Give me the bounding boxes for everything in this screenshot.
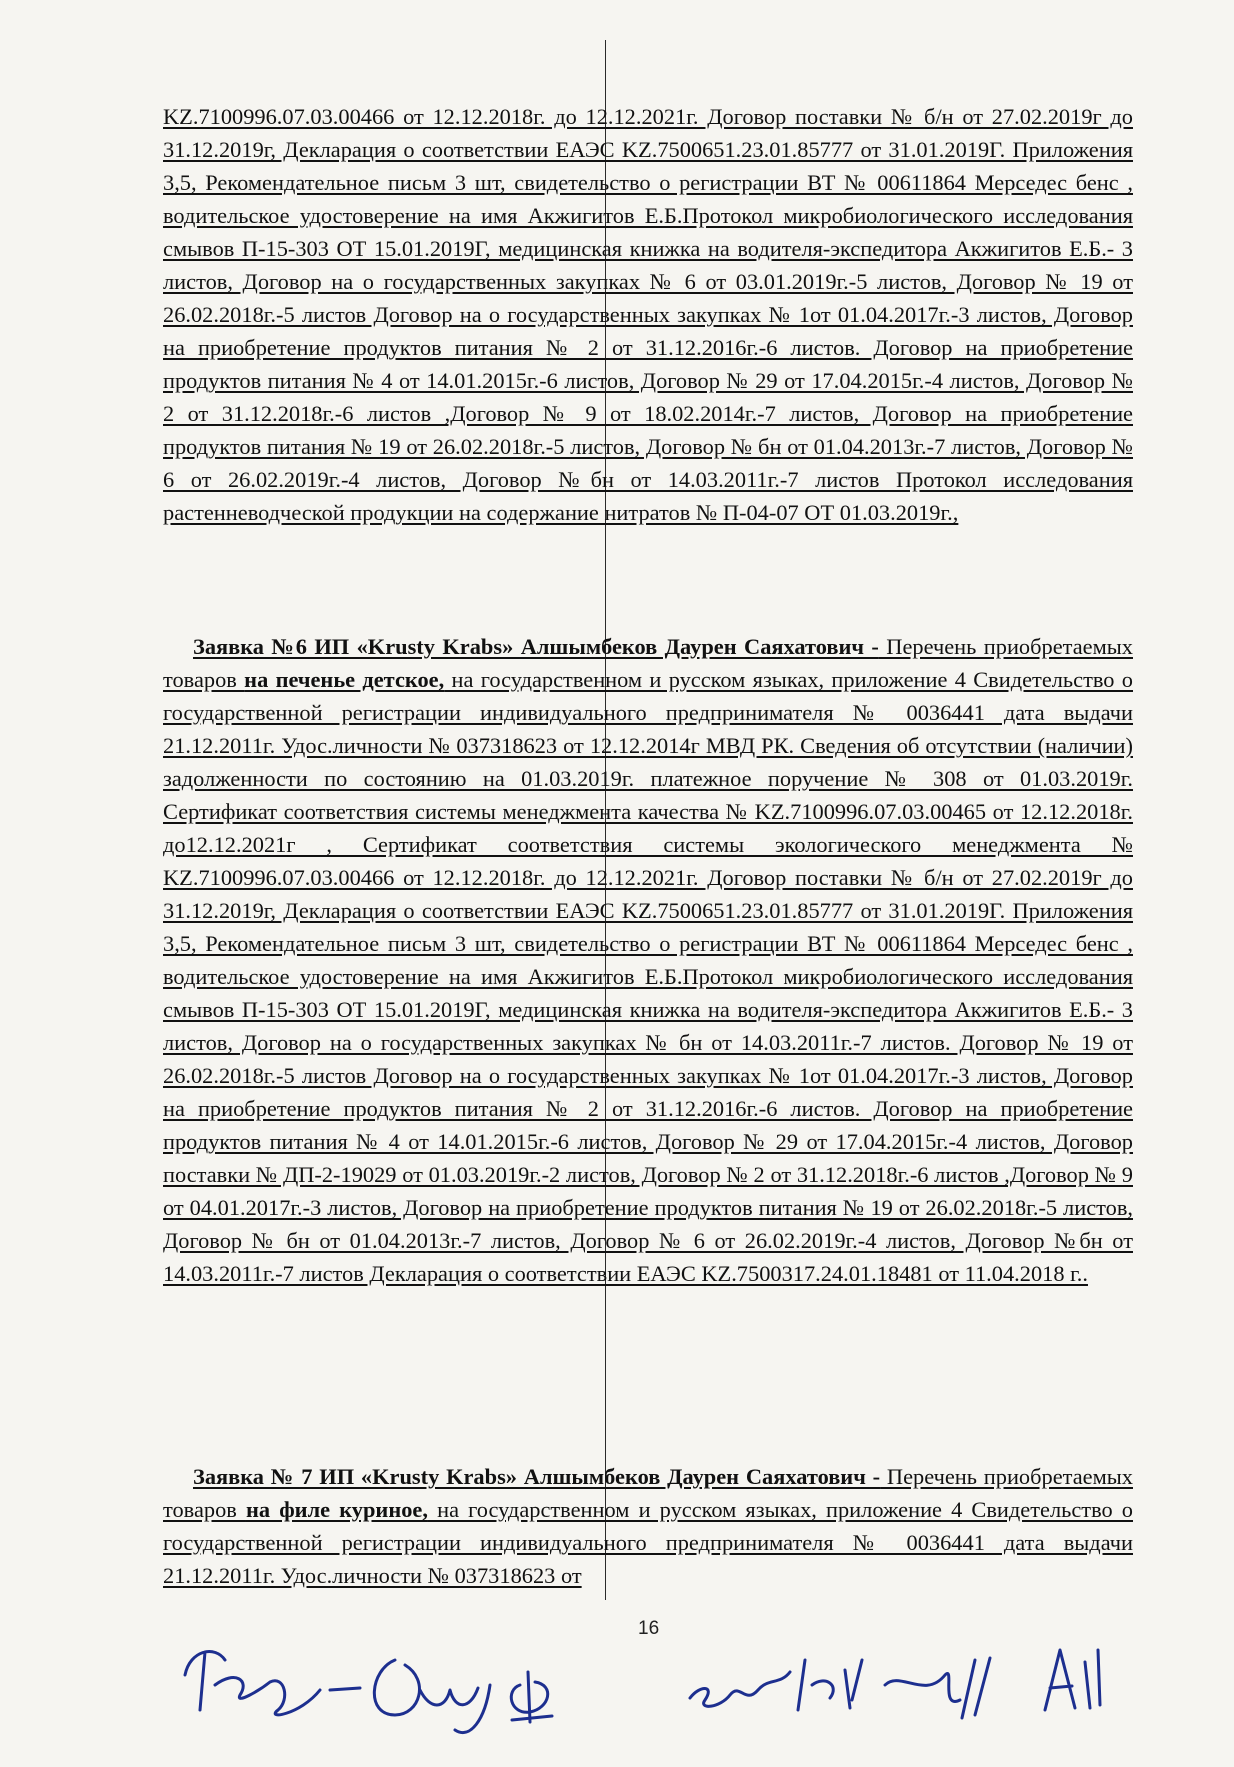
application-6-product: на печенье детское, xyxy=(244,667,445,692)
application-7 xyxy=(163,1460,1133,1592)
application-6-text: на государственном и русском языках, приложение 4 Свидетельство о государственной регистрации индивидуального предпринимателя № 0036441 дата выдачи 21.12.2011г. Удос.личности № 037318623 от 12.12.2014г МВД РК. Сведения об отсутствии (наличии) задолженности по состоянию на 01.03.2019г. платежное поручение № 308 от 01.03.2019г. Сертификат соответствия системы менеджмента качества № KZ.7100996.07.03.00465 от 12.12.2018г. до12.12.2021г , Сертификат соответствия системы экологического менеджмента № KZ.7100996.07.03.00466 от 12.12.2018г. до 12.12.2021г. Договор поставки № б/н от 27.02.2019г до 31.12.2019г, Декларация о соответствии ЕАЭС KZ.7500651.23.01.85777 от 31.01.2019Г. Приложения 3,5, Рекомендательное письм 3 шт, свидетельство о регистрации ВТ № 00611864 Мерседес бенс , водительское удостоверение на имя Акжигитов Е.Б.Протокол микробиологического исследования смывов П-15-303 ОТ 15.01.2019Г, медицинская книжка на водителя-экспедитора Акжигитов Е.Б.- 3 листов, Договор на о государственных закупках № бн от 14.03.2011г.-7 листов. Договор № 19 от 26.02.2018г.-5 листов Договор на о государственных закупках № 1от 01.04.2017г.-3 листов, Договор на приобретение продуктов питания № 2 от 31.12.2016г.-6 листов. Договор на приобретение продуктов питания № 4 от 14.01.2015г.-6 листов, Договор № 29 от 17.04.2015г.-4 листов, Договор поставки № ДП-2-19029 от 01.03.2019г.-2 листов, Договор № 2 от 31.12.2018г.-6 листов ,Договор № 9 от 04.01.2017г.-3 листов, Договор на приобретение продуктов питания № 19 от 26.02.2018г.-5 листов, Договор № бн от 01.04.2013г.-7 листов, Договор № 6 от 26.02.2019г.-4 листов, Договор №бн от 14.03.2011г.-7 листов Декларация о соответствии ЕАЭС KZ.7500317.24.01.18481 от 11.04.2018 г.. xyxy=(163,667,1133,1286)
application-6 xyxy=(163,630,1133,1290)
application-6-heading: Заявка №6 ИП «Krusty Krabs» Алшымбеков Даурен Саяхатович - xyxy=(193,634,879,659)
continuation-text: KZ.7100996.07.03.00466 от 12.12.2018г. до 12.12.2021г. Договор поставки № б/н от 27.02.2019г до 31.12.2019г, Декларация о соответствии ЕАЭС KZ.7500651.23.01.85777 от 31.01.2019Г. Приложения 3,5, Рекомендательное письм 3 шт, свидетельство о регистрации ВТ № 00611864 Мерседес бенс , водительское удостоверение на имя Акжигитов Е.Б.Протокол микробиологического исследования смывов П-15-303 ОТ 15.01.2019Г, медицинская книжка на водителя-экспедитора Акжигитов Е.Б.- 3 листов, Договор на о государственных закупках № 6 от 03.01.2019г.-5 листов, Договор № 19 от 26.02.2018г.-5 листов Договор на о государственных закупках № 1от 01.04.2017г.-3 листов, Договор на приобретение продуктов питания № 2 от 31.12.2016г.-6 листов. Договор на приобретение продуктов питания № 4 от 14.01.2015г.-6 листов, Договор № 29 от 17.04.2015г.-4 листов, Договор № 2 от 31.12.2018г.-6 листов ,Договор № 9 от 18.02.2014г.-7 листов, Договор на приобретение продуктов питания № 19 от 26.02.2018г.-5 листов, Договор № бн от 01.04.2013г.-7 листов, Договор № 6 от 26.02.2019г.-4 листов, Договор №бн от 14.03.2011г.-7 листов Протокол исследования растенневодческой продукции на содержание нитратов № П-04-07 ОТ 01.03.2019г., xyxy=(163,104,1133,525)
signatures xyxy=(0,1590,1234,1750)
application-7-product: на филе куриное, xyxy=(245,1497,428,1522)
application-7-paragraph xyxy=(163,1460,1133,1592)
application-7-intro: Перечень приобретаемых товаров xyxy=(163,1464,1133,1522)
application-7-text: на государственном и русском языках, приложение 4 Свидетельство о государственной регистрации индивидуального предпринимателя № 0036441 дата выдачи 21.12.2011г. Удос.личности № 037318623 от xyxy=(163,1497,1133,1588)
application-6-paragraph xyxy=(163,630,1133,1290)
page-number: 16 xyxy=(638,1618,660,1639)
continuation-block xyxy=(163,100,1133,529)
application-6-intro: Перечень приобретаемых товаров xyxy=(163,634,1133,692)
signature-right xyxy=(690,1650,1100,1718)
signature-left xyxy=(185,1652,552,1733)
application-7-heading: Заявка № 7 ИП «Krusty Krabs» Алшымбеков Даурен Саяхатович - xyxy=(193,1464,881,1489)
